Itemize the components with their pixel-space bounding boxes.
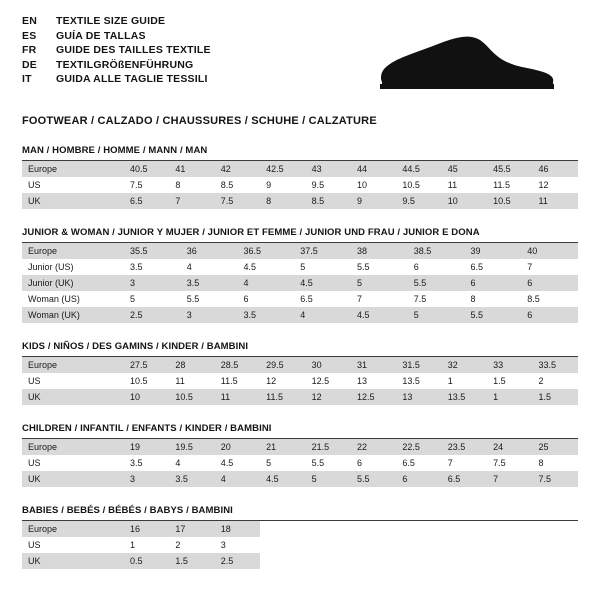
cell: 40.5 bbox=[124, 161, 169, 177]
cell: 6 bbox=[396, 471, 441, 487]
language-title: GUIDE DES TAILLES TEXTILE bbox=[56, 44, 211, 56]
cell: 42 bbox=[215, 161, 260, 177]
cell: 10 bbox=[442, 193, 487, 209]
cell: 23.5 bbox=[442, 439, 487, 455]
cell: 1.5 bbox=[487, 373, 532, 389]
language-row bbox=[22, 16, 211, 31]
cell: 4 bbox=[238, 275, 295, 291]
cell: 11 bbox=[533, 193, 578, 209]
language-title: GUÍA DE TALLAS bbox=[56, 29, 146, 42]
language-code: FR bbox=[22, 44, 37, 56]
language-title: GUIDA ALLE TAGLIE TESSILI bbox=[56, 73, 208, 85]
cell: 35.5 bbox=[124, 243, 181, 259]
cell: 18 bbox=[215, 521, 260, 537]
size-table-man bbox=[22, 161, 578, 209]
cell: 13.5 bbox=[396, 373, 441, 389]
cell: 44 bbox=[351, 161, 396, 177]
row-label: US bbox=[22, 455, 124, 471]
cell bbox=[260, 537, 305, 553]
cell bbox=[260, 521, 305, 537]
cell: 10.5 bbox=[124, 373, 169, 389]
section-title: CHILDREN / INFANTIL / ENFANTS / KINDER / BAMBINI bbox=[22, 423, 578, 439]
cell: 19 bbox=[124, 439, 169, 455]
size-table-kids bbox=[22, 357, 578, 405]
cell: 1.5 bbox=[533, 389, 578, 405]
cell: 17 bbox=[169, 521, 214, 537]
table-row bbox=[22, 291, 578, 307]
cell bbox=[396, 521, 441, 537]
cell: 4.5 bbox=[260, 471, 305, 487]
cell: 4 bbox=[181, 259, 238, 275]
cell: 6.5 bbox=[465, 259, 522, 275]
dress-shoe-icon bbox=[376, 34, 556, 101]
language-code: DE bbox=[22, 58, 37, 71]
cell: 8 bbox=[533, 455, 578, 471]
cell: 45.5 bbox=[487, 161, 532, 177]
section-junior-woman bbox=[22, 227, 578, 323]
cell: 13 bbox=[351, 373, 396, 389]
cell bbox=[351, 521, 396, 537]
cell bbox=[306, 521, 351, 537]
cell: 10 bbox=[124, 389, 169, 405]
cell: 44.5 bbox=[396, 161, 441, 177]
cell bbox=[260, 553, 305, 569]
cell bbox=[442, 521, 487, 537]
cell: 8.5 bbox=[521, 291, 578, 307]
cell: 11 bbox=[215, 389, 260, 405]
cell: 0.5 bbox=[124, 553, 169, 569]
cell: 6.5 bbox=[442, 471, 487, 487]
cell: 38 bbox=[351, 243, 408, 259]
language-row bbox=[22, 60, 211, 75]
cell: 9.5 bbox=[306, 177, 351, 193]
cell: 6 bbox=[521, 307, 578, 323]
section-children bbox=[22, 423, 578, 487]
cell: 3 bbox=[215, 537, 260, 553]
cell: 4.5 bbox=[351, 307, 408, 323]
cell: 5 bbox=[294, 259, 351, 275]
cell: 8.5 bbox=[306, 193, 351, 209]
table-row bbox=[22, 455, 578, 471]
section-title: BABIES / BEBÉS / BÉBÉS / BABYS / BAMBINI bbox=[22, 505, 578, 521]
cell: 13 bbox=[396, 389, 441, 405]
cell bbox=[351, 553, 396, 569]
cell: 3.5 bbox=[124, 259, 181, 275]
cell: 7.5 bbox=[215, 193, 260, 209]
cell: 1 bbox=[487, 389, 532, 405]
section-babies bbox=[22, 505, 578, 569]
table-row bbox=[22, 373, 578, 389]
cell: 4.5 bbox=[294, 275, 351, 291]
cell: 5 bbox=[124, 291, 181, 307]
language-row bbox=[22, 31, 211, 46]
cell: 4.5 bbox=[238, 259, 295, 275]
row-label: UK bbox=[22, 193, 124, 209]
table-row bbox=[22, 537, 578, 553]
cell: 3.5 bbox=[238, 307, 295, 323]
cell: 5.5 bbox=[306, 455, 351, 471]
size-table-junior-woman bbox=[22, 243, 578, 323]
cell: 5.5 bbox=[181, 291, 238, 307]
cell: 32 bbox=[442, 357, 487, 373]
cell: 2.5 bbox=[124, 307, 181, 323]
table-row bbox=[22, 389, 578, 405]
table-row bbox=[22, 553, 578, 569]
cell: 3 bbox=[124, 275, 181, 291]
cell: 4.5 bbox=[215, 455, 260, 471]
row-label: UK bbox=[22, 389, 124, 405]
cell: 12 bbox=[260, 373, 305, 389]
table-row bbox=[22, 193, 578, 209]
cell: 42.5 bbox=[260, 161, 305, 177]
cell: 3.5 bbox=[169, 471, 214, 487]
cell: 3.5 bbox=[124, 455, 169, 471]
cell: 8 bbox=[169, 177, 214, 193]
language-code: EN bbox=[22, 15, 37, 27]
cell: 2 bbox=[533, 373, 578, 389]
row-label: Junior (US) bbox=[22, 259, 124, 275]
cell: 4 bbox=[169, 455, 214, 471]
cell: 4 bbox=[215, 471, 260, 487]
cell: 9 bbox=[351, 193, 396, 209]
cell: 8 bbox=[260, 193, 305, 209]
cell: 36.5 bbox=[238, 243, 295, 259]
cell: 24 bbox=[487, 439, 532, 455]
cell: 6 bbox=[521, 275, 578, 291]
section-man bbox=[22, 145, 578, 209]
cell: 43 bbox=[306, 161, 351, 177]
cell: 7 bbox=[487, 471, 532, 487]
cell: 7 bbox=[351, 291, 408, 307]
cell: 8.5 bbox=[215, 177, 260, 193]
cell: 39 bbox=[465, 243, 522, 259]
language-row bbox=[22, 74, 211, 89]
cell: 46 bbox=[533, 161, 578, 177]
cell: 11 bbox=[442, 177, 487, 193]
language-code: ES bbox=[22, 29, 37, 42]
cell: 2.5 bbox=[215, 553, 260, 569]
cell: 5.5 bbox=[408, 275, 465, 291]
cell: 7.5 bbox=[533, 471, 578, 487]
size-table-children bbox=[22, 439, 578, 487]
cell: 11.5 bbox=[260, 389, 305, 405]
cell: 1.5 bbox=[169, 553, 214, 569]
cell bbox=[306, 537, 351, 553]
cell: 28.5 bbox=[215, 357, 260, 373]
cell: 27.5 bbox=[124, 357, 169, 373]
language-title-list bbox=[22, 16, 211, 89]
cell: 12 bbox=[533, 177, 578, 193]
cell: 29.5 bbox=[260, 357, 305, 373]
cell: 30 bbox=[306, 357, 351, 373]
cell: 10.5 bbox=[487, 193, 532, 209]
document-header bbox=[22, 16, 578, 101]
row-label: Europe bbox=[22, 521, 124, 537]
section-title: MAN / HOMBRE / HOMME / MANN / MAN bbox=[22, 145, 578, 161]
cell: 37.5 bbox=[294, 243, 351, 259]
cell: 20 bbox=[215, 439, 260, 455]
cell: 8 bbox=[465, 291, 522, 307]
table-row bbox=[22, 275, 578, 291]
cell: 31 bbox=[351, 357, 396, 373]
cell: 11.5 bbox=[215, 373, 260, 389]
cell: 5.5 bbox=[351, 471, 396, 487]
cell: 9 bbox=[260, 177, 305, 193]
cell: 13.5 bbox=[442, 389, 487, 405]
cell: 7.5 bbox=[487, 455, 532, 471]
cell: 10.5 bbox=[169, 389, 214, 405]
cell: 6 bbox=[465, 275, 522, 291]
cell: 5 bbox=[260, 455, 305, 471]
cell: 33 bbox=[487, 357, 532, 373]
cell: 7 bbox=[442, 455, 487, 471]
row-label: Europe bbox=[22, 161, 124, 177]
cell: 22 bbox=[351, 439, 396, 455]
cell: 2 bbox=[169, 537, 214, 553]
cell: 6.5 bbox=[396, 455, 441, 471]
cell: 45 bbox=[442, 161, 487, 177]
cell: 1 bbox=[124, 537, 169, 553]
table-row bbox=[22, 439, 578, 455]
row-label: UK bbox=[22, 553, 124, 569]
cell: 12.5 bbox=[351, 389, 396, 405]
cell: 6.5 bbox=[294, 291, 351, 307]
cell: 22.5 bbox=[396, 439, 441, 455]
cell: 41 bbox=[169, 161, 214, 177]
cell: 10 bbox=[351, 177, 396, 193]
language-row bbox=[22, 45, 211, 60]
cell bbox=[487, 553, 532, 569]
cell: 5 bbox=[306, 471, 351, 487]
cell: 11 bbox=[169, 373, 214, 389]
table-row bbox=[22, 521, 578, 537]
cell: 3 bbox=[181, 307, 238, 323]
table-row bbox=[22, 243, 578, 259]
table-row bbox=[22, 177, 578, 193]
row-label: Junior (UK) bbox=[22, 275, 124, 291]
cell: 7 bbox=[169, 193, 214, 209]
cell: 4 bbox=[294, 307, 351, 323]
table-row bbox=[22, 307, 578, 323]
cell bbox=[487, 521, 532, 537]
cell bbox=[533, 553, 578, 569]
category-line: FOOTWEAR / CALZADO / CHAUSSURES / SCHUHE / CALZATURE bbox=[22, 115, 377, 127]
language-title: TEXTILGRÖßENFÜHRUNG bbox=[56, 58, 194, 71]
cell: 25 bbox=[533, 439, 578, 455]
cell: 3.5 bbox=[181, 275, 238, 291]
cell: 11.5 bbox=[487, 177, 532, 193]
cell: 6.5 bbox=[124, 193, 169, 209]
cell: 7.5 bbox=[124, 177, 169, 193]
cell bbox=[442, 553, 487, 569]
cell: 1 bbox=[442, 373, 487, 389]
cell: 7 bbox=[521, 259, 578, 275]
cell: 40 bbox=[521, 243, 578, 259]
cell bbox=[351, 537, 396, 553]
section-title: JUNIOR & WOMAN / JUNIOR Y MUJER / JUNIOR ET FEMME / JUNIOR UND FRAU / JUNIOR E DONA bbox=[22, 227, 578, 243]
row-label: Europe bbox=[22, 357, 124, 373]
cell: 31.5 bbox=[396, 357, 441, 373]
cell: 9.5 bbox=[396, 193, 441, 209]
cell bbox=[306, 553, 351, 569]
cell: 21 bbox=[260, 439, 305, 455]
cell: 12 bbox=[306, 389, 351, 405]
row-label: UK bbox=[22, 471, 124, 487]
cell: 19.5 bbox=[169, 439, 214, 455]
size-table-babies bbox=[22, 521, 578, 569]
row-label: Woman (UK) bbox=[22, 307, 124, 323]
cell: 21.5 bbox=[306, 439, 351, 455]
cell: 38.5 bbox=[408, 243, 465, 259]
cell: 16 bbox=[124, 521, 169, 537]
cell bbox=[533, 537, 578, 553]
cell: 10.5 bbox=[396, 177, 441, 193]
cell bbox=[533, 521, 578, 537]
cell bbox=[396, 537, 441, 553]
cell: 5 bbox=[351, 275, 408, 291]
cell: 12.5 bbox=[306, 373, 351, 389]
cell: 5 bbox=[408, 307, 465, 323]
cell: 33.5 bbox=[533, 357, 578, 373]
cell bbox=[396, 553, 441, 569]
table-row bbox=[22, 471, 578, 487]
section-title: KIDS / NIÑOS / DES GAMINS / KINDER / BAMBINI bbox=[22, 341, 578, 357]
cell: 3 bbox=[124, 471, 169, 487]
table-row bbox=[22, 357, 578, 373]
row-label: Europe bbox=[22, 439, 124, 455]
cell bbox=[442, 537, 487, 553]
cell: 6 bbox=[351, 455, 396, 471]
cell: 6 bbox=[238, 291, 295, 307]
language-title: TEXTILE SIZE GUIDE bbox=[56, 15, 166, 27]
row-label: US bbox=[22, 537, 124, 553]
row-label: US bbox=[22, 177, 124, 193]
row-label: US bbox=[22, 373, 124, 389]
cell: 7.5 bbox=[408, 291, 465, 307]
row-label: Woman (US) bbox=[22, 291, 124, 307]
section-kids bbox=[22, 341, 578, 405]
row-label: Europe bbox=[22, 243, 124, 259]
table-row bbox=[22, 259, 578, 275]
cell: 28 bbox=[169, 357, 214, 373]
cell bbox=[487, 537, 532, 553]
cell: 36 bbox=[181, 243, 238, 259]
cell: 5.5 bbox=[351, 259, 408, 275]
language-code: IT bbox=[22, 73, 32, 85]
table-row bbox=[22, 161, 578, 177]
cell: 5.5 bbox=[465, 307, 522, 323]
cell: 6 bbox=[408, 259, 465, 275]
